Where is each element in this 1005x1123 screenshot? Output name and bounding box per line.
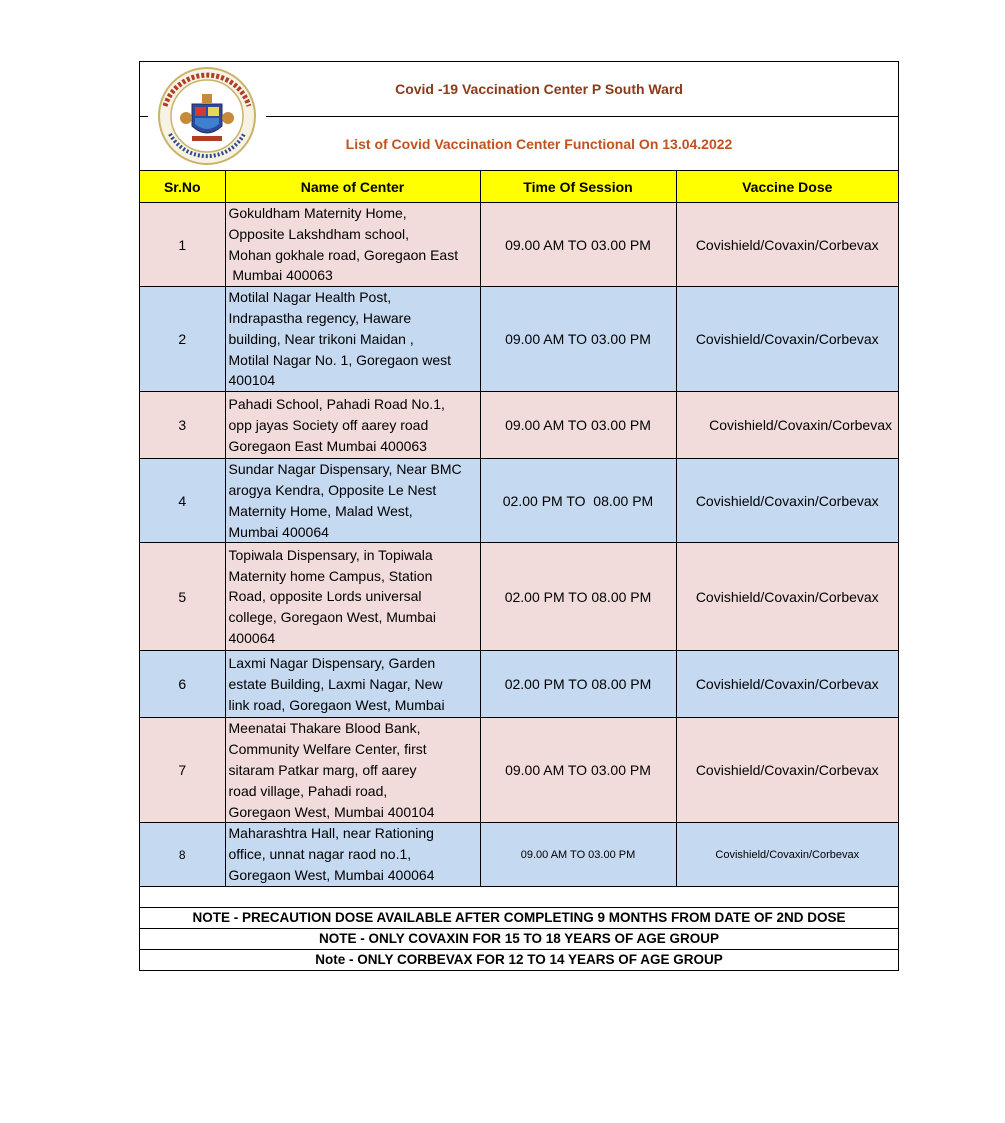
vaccine-dose: Covishield/Covaxin/Corbevax xyxy=(676,823,898,886)
center-name-line: Opposite Lakshdham school, xyxy=(228,225,410,242)
row-number: 1 xyxy=(140,203,225,287)
vaccine-dose: Covishield/Covaxin/Corbevax xyxy=(676,459,898,543)
sheet-header xyxy=(140,62,898,171)
session-time: 02.00 PM TO 08.00 PM xyxy=(480,459,676,543)
row-number: 5 xyxy=(140,543,225,651)
center-name-line: road village, Pahadi road, xyxy=(228,782,388,799)
center-name-line: Goregaon East Mumbai 400063 xyxy=(228,437,427,454)
vaccine-dose: Covishield/Covaxin/Corbevax xyxy=(676,651,898,718)
session-time: 02.00 PM TO 08.00 PM xyxy=(480,543,676,651)
center-name xyxy=(225,543,480,651)
table-row xyxy=(140,651,898,718)
center-name xyxy=(225,651,480,718)
center-name-line: Mohan gokhale road, Goregaon East xyxy=(228,246,459,263)
center-name-line: Sundar Nagar Dispensary, Near BMC xyxy=(228,461,462,478)
column-header-name: Name of Center xyxy=(225,171,480,203)
note-corbevax-age: Note - ONLY CORBEVAX FOR 12 TO 14 YEARS OF AGE GROUP xyxy=(315,951,723,967)
center-name-line: arogya Kendra, Opposite Le Nest xyxy=(228,481,437,498)
note-covaxin-age: NOTE - ONLY COVAXIN FOR 15 TO 18 YEARS OF AGE GROUP xyxy=(140,929,898,950)
center-name-line: Motilal Nagar Health Post, xyxy=(228,289,392,306)
center-name-line: sitaram Patkar marg, off aarey xyxy=(228,761,417,778)
center-name-line: Maternity Home, Malad West, xyxy=(228,502,413,519)
row-number: 3 xyxy=(140,392,225,459)
session-time: 09.00 AM TO 03.00 PM xyxy=(480,203,676,287)
center-name xyxy=(225,287,480,392)
center-name-line: 400104 xyxy=(228,372,276,389)
center-name-line: Motilal Nagar No. 1, Goregaon west xyxy=(228,351,452,368)
page-title: Covid -19 Vaccination Center P South Ward xyxy=(140,62,898,117)
center-name-line: Meenatai Thakare Blood Bank, xyxy=(228,720,421,737)
vaccine-dose: Covishield/Covaxin/Corbevax xyxy=(676,287,898,392)
vaccine-dose: Covishield/Covaxin/Corbevax xyxy=(676,718,898,823)
column-header-srno: Sr.No xyxy=(140,171,225,203)
center-name-line: Gokuldham Maternity Home, xyxy=(228,205,407,221)
row-number: 8 xyxy=(140,823,225,886)
center-name-line: Laxmi Nagar Dispensary, Garden xyxy=(228,655,436,672)
center-name-line: Pahadi School, Pahadi Road No.1, xyxy=(228,395,445,412)
center-name-line: Mumbai 400063 xyxy=(228,267,333,284)
table-row xyxy=(140,823,898,886)
table-row xyxy=(140,392,898,459)
center-name-line: link road, Goregaon West, Mumbai xyxy=(228,696,445,713)
session-time: 09.00 AM TO 03.00 PM xyxy=(480,823,676,886)
center-name xyxy=(225,718,480,823)
table-header-row xyxy=(140,171,898,203)
center-name-line: college, Goregaon West, Mumbai xyxy=(228,609,437,626)
center-name xyxy=(225,823,480,886)
table-row xyxy=(140,203,898,287)
center-name-line: building, Near trikoni Maidan , xyxy=(228,330,414,347)
center-name-line: Topiwala Dispensary, in Topiwala xyxy=(228,546,433,563)
bmc-logo-icon xyxy=(148,66,266,170)
center-name-line: Community Welfare Center, first xyxy=(228,741,427,758)
center-name-line: office, unnat nagar raod no.1, xyxy=(228,846,412,863)
center-name-line: 400064 xyxy=(228,630,276,647)
column-header-time: Time Of Session xyxy=(480,171,676,203)
row-number: 7 xyxy=(140,718,225,823)
center-name-line: Road, opposite Lords universal xyxy=(228,588,422,605)
session-time: 02.00 PM TO 08.00 PM xyxy=(480,651,676,718)
center-name xyxy=(225,392,480,459)
vaccine-dose: Covishield/Covaxin/Corbevax xyxy=(676,543,898,651)
centers-table xyxy=(140,171,898,887)
center-name-line: Mumbai 400064 xyxy=(228,523,329,540)
blank-row xyxy=(140,887,898,908)
vaccine-dose: Covishield/Covaxin/Corbevax xyxy=(676,392,898,459)
center-name-line: Goregaon West, Mumbai 400104 xyxy=(228,803,435,820)
center-name-line: Goregaon West, Mumbai 400064 xyxy=(228,866,435,883)
table-row xyxy=(140,287,898,392)
center-name-line: Maternity home Campus, Station xyxy=(228,567,433,584)
session-time: 09.00 AM TO 03.00 PM xyxy=(480,392,676,459)
center-name-line: Maharashtra Hall, near Rationing xyxy=(228,825,434,842)
center-name-line: Indrapastha regency, Haware xyxy=(228,309,412,326)
table-row xyxy=(140,459,898,543)
row-number: 4 xyxy=(140,459,225,543)
table-row xyxy=(140,718,898,823)
vaccine-dose: Covishield/Covaxin/Corbevax xyxy=(676,203,898,287)
row-number: 2 xyxy=(140,287,225,392)
session-time: 09.00 AM TO 03.00 PM xyxy=(480,287,676,392)
session-time: 09.00 AM TO 03.00 PM xyxy=(480,718,676,823)
page-subtitle: List of Covid Vaccination Center Functional On 13.04.2022 xyxy=(345,136,733,152)
center-name-line: opp jayas Society off aarey road xyxy=(228,416,429,433)
center-name-line: estate Building, Laxmi Nagar, New xyxy=(228,675,443,692)
note-precaution-dose: NOTE - PRECAUTION DOSE AVAILABLE AFTER COMPLETING 9 MONTHS FROM DATE OF 2ND DOSE xyxy=(140,908,898,929)
table-row xyxy=(140,543,898,651)
center-name xyxy=(225,459,480,543)
vaccination-sheet xyxy=(139,61,899,971)
row-number: 6 xyxy=(140,651,225,718)
center-name xyxy=(225,203,480,287)
column-header-dose: Vaccine Dose xyxy=(676,171,898,203)
